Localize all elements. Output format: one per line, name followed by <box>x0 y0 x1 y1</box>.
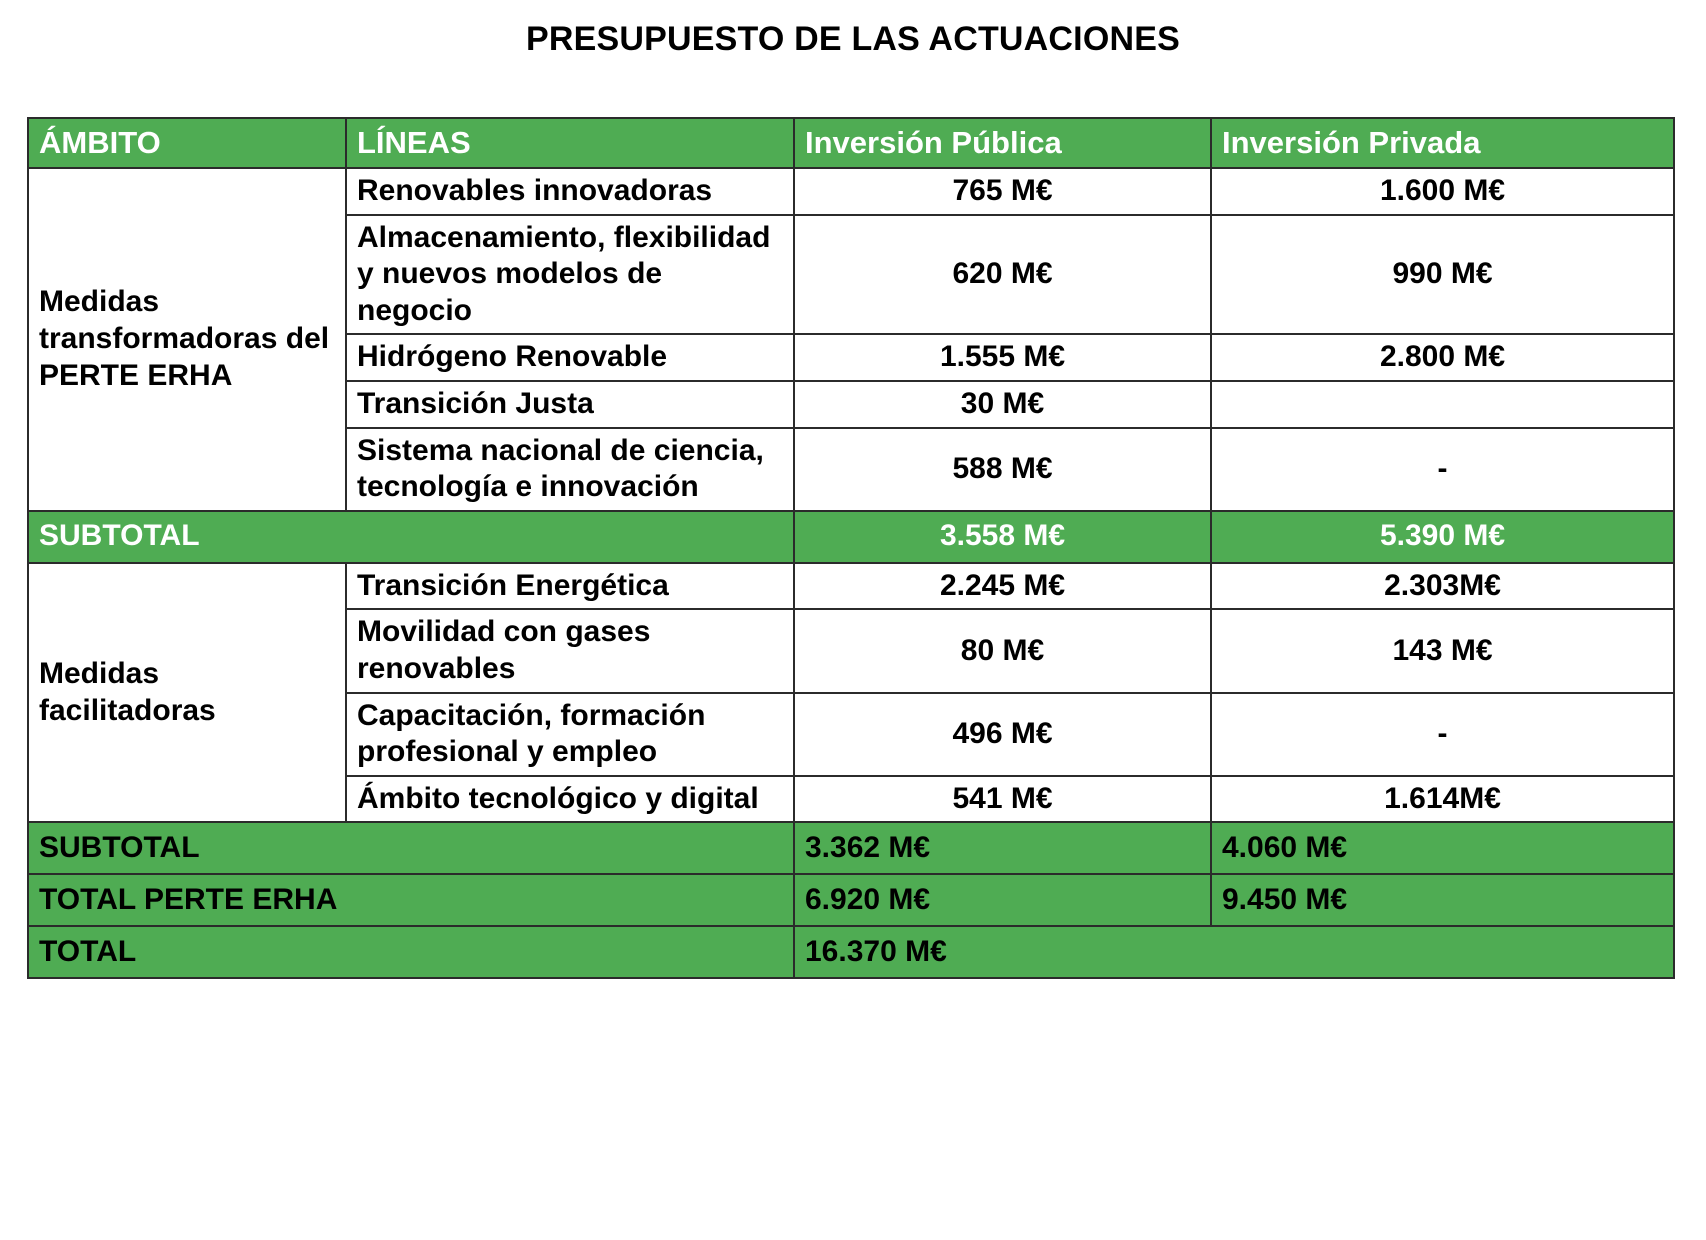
total-label: TOTAL <box>28 926 794 978</box>
subtotal-row-facilitadoras <box>28 822 1674 874</box>
column-header-lineas: LÍNEAS <box>346 118 794 168</box>
linea-cell: Transición Energética <box>346 563 794 610</box>
inversion-privada-cell: 2.800 M€ <box>1211 334 1674 381</box>
inversion-privada-cell: 143 M€ <box>1211 609 1674 692</box>
subtotal-row-transformadoras <box>28 511 1674 563</box>
total-perte-erha-row <box>28 874 1674 926</box>
inversion-privada-cell: - <box>1211 693 1674 776</box>
linea-cell: Capacitación, formación profesional y empleo <box>346 693 794 776</box>
linea-cell: Almacenamiento, flexibilidad y nuevos modelos de negocio <box>346 215 794 335</box>
linea-cell: Renovables innovadoras <box>346 168 794 215</box>
linea-cell: Hidrógeno Renovable <box>346 334 794 381</box>
inversion-publica-cell: 620 M€ <box>794 215 1211 335</box>
inversion-publica-cell: 765 M€ <box>794 168 1211 215</box>
inversion-privada-cell <box>1211 381 1674 428</box>
inversion-publica-cell: 1.555 M€ <box>794 334 1211 381</box>
inversion-publica-cell: 588 M€ <box>794 428 1211 511</box>
inversion-publica-cell: 30 M€ <box>794 381 1211 428</box>
ambito-cell-transformadoras: Medidas transformadoras del PERTE ERHA <box>28 168 346 511</box>
total-publica: 6.920 M€ <box>794 874 1211 926</box>
inversion-publica-cell: 541 M€ <box>794 776 1211 823</box>
table-row <box>28 563 1674 610</box>
subtotal-label: SUBTOTAL <box>28 822 794 874</box>
linea-cell: Sistema nacional de ciencia, tecnología e innovación <box>346 428 794 511</box>
column-header-inversion-privada: Inversión Privada <box>1211 118 1674 168</box>
inversion-privada-cell: 1.614M€ <box>1211 776 1674 823</box>
table-row <box>28 168 1674 215</box>
ambito-cell-facilitadoras: Medidas facilitadoras <box>28 563 346 823</box>
subtotal-label: SUBTOTAL <box>28 511 794 563</box>
linea-cell: Movilidad con gases renovables <box>346 609 794 692</box>
budget-table <box>27 117 1675 979</box>
total-privada: 9.450 M€ <box>1211 874 1674 926</box>
inversion-publica-cell: 80 M€ <box>794 609 1211 692</box>
inversion-privada-cell: 2.303M€ <box>1211 563 1674 610</box>
subtotal-publica: 3.362 M€ <box>794 822 1211 874</box>
subtotal-privada: 4.060 M€ <box>1211 822 1674 874</box>
linea-cell: Ámbito tecnológico y digital <box>346 776 794 823</box>
inversion-privada-cell: 990 M€ <box>1211 215 1674 335</box>
column-header-ambito: ÁMBITO <box>28 118 346 168</box>
budget-table-container <box>27 117 1675 979</box>
inversion-privada-cell: 1.600 M€ <box>1211 168 1674 215</box>
linea-cell: Transición Justa <box>346 381 794 428</box>
page-title: PRESUPUESTO DE LAS ACTUACIONES <box>526 20 1180 58</box>
inversion-privada-cell: - <box>1211 428 1674 511</box>
total-label: TOTAL PERTE ERHA <box>28 874 794 926</box>
subtotal-publica: 3.558 M€ <box>794 511 1211 563</box>
inversion-publica-cell: 496 M€ <box>794 693 1211 776</box>
inversion-publica-cell: 2.245 M€ <box>794 563 1211 610</box>
table-header-row <box>28 118 1674 168</box>
total-row <box>28 926 1674 978</box>
column-header-inversion-publica: Inversión Pública <box>794 118 1211 168</box>
subtotal-privada: 5.390 M€ <box>1211 511 1674 563</box>
total-publica: 16.370 M€ <box>794 926 1674 978</box>
